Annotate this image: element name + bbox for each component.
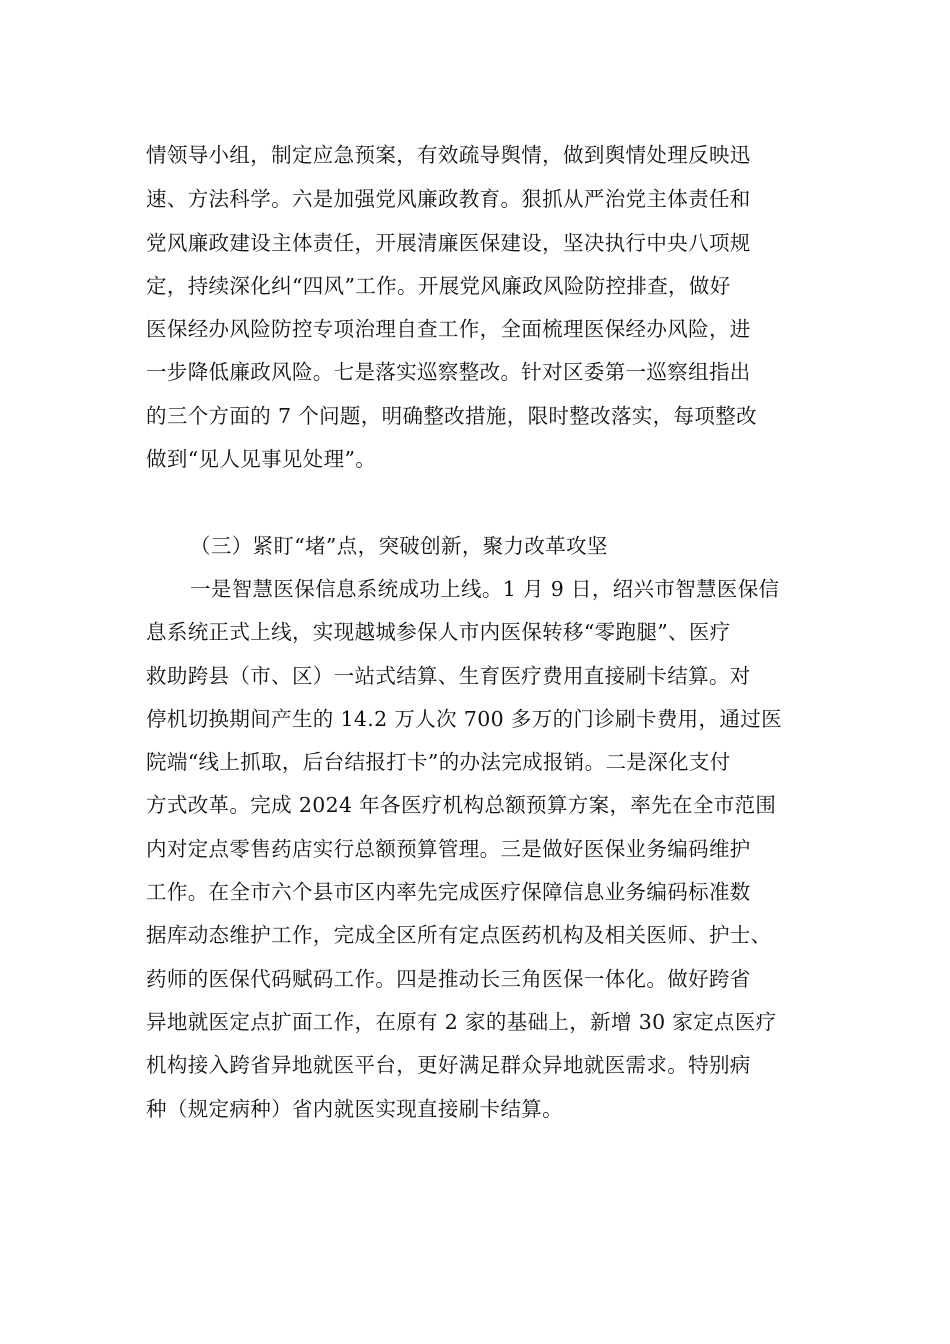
body-text-line: 方式改革。完成 2024 年各医疗机构总额预算方案，率先在全市范围 <box>146 793 777 817</box>
body-text-line: 种（规定病种）省内就医实现直接刷卡结算。 <box>146 1097 563 1121</box>
body-text-line: 据库动态维护工作，完成全区所有定点医药机构及相关医师、护士、 <box>146 923 772 947</box>
body-text-line: 定，持续深化纠“四风”工作。开展党风廉政风险防控排查，做好 <box>146 274 731 298</box>
body-text-line: 机构接入跨省异地就医平台，更好满足群众异地就医需求。特别病 <box>146 1053 751 1077</box>
body-text-line: 医保经办风险防控专项治理自查工作，全面梳理医保经办风险，进 <box>146 317 751 341</box>
body-text-line: 救助跨县（市、区）一站式结算、生育医疗费用直接刷卡结算。对 <box>146 664 751 688</box>
body-text-line: 异地就医定点扩面工作，在原有 2 家的基础上，新增 30 家定点医疗 <box>146 1010 777 1034</box>
body-text-line: 药师的医保代码赋码工作。四是推动长三角医保一体化。做好跨省 <box>146 967 751 991</box>
body-text-line: 党风廉政建设主体责任，开展清廉医保建设，坚决执行中央八项规 <box>146 231 751 255</box>
body-text-line: 息系统正式上线，实现越城参保人市内医保转移“零跑腿”、医疗 <box>146 620 731 644</box>
body-text-line: 院端“线上抓取，后台结报打卡”的办法完成报销。二是深化支付 <box>146 750 731 774</box>
body-text-line: 工作。在全市六个县市区内率先完成医疗保障信息业务编码标准数 <box>146 880 751 904</box>
body-text-line: 内对定点零售药店实行总额预算管理。三是做好医保业务编码维护 <box>146 837 751 861</box>
body-text-line: 的三个方面的 7 个问题，明确整改措施，限时整改落实，每项整改 <box>146 404 757 428</box>
body-text-line: 停机切换期间产生的 14.2 万人次 700 多万的门诊刷卡费用，通过医 <box>146 707 782 731</box>
body-text-line: 做到“见人见事见处理”。 <box>146 447 377 471</box>
paragraph-first-line: 一是智慧医保信息系统成功上线。1 月 9 日，绍兴市智慧医保信 <box>190 577 780 601</box>
section-heading: （三）紧盯“堵”点，突破创新，聚力改革攻坚 <box>190 534 608 558</box>
body-text-line: 一步降低廉政风险。七是落实巡察整改。针对区委第一巡察组指出 <box>146 360 751 384</box>
body-text-line: 情领导小组，制定应急预案，有效疏导舆情，做到舆情处理反映迅 <box>146 143 751 167</box>
body-text-line: 速、方法科学。六是加强党风廉政教育。狠抓从严治党主体责任和 <box>146 187 751 211</box>
